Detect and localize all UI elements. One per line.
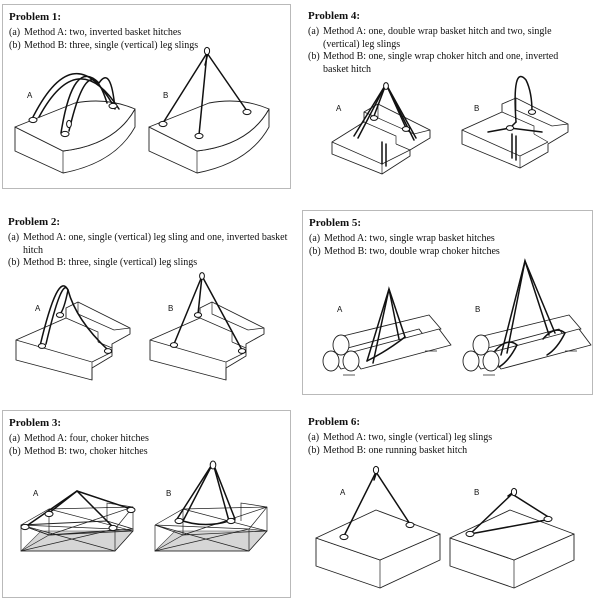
problem-title: Problem 4: xyxy=(308,10,361,22)
problem-title: Problem 5: xyxy=(309,217,362,229)
option-b: (b) Method B: one running basket hitch xyxy=(308,444,468,456)
method-b-label: B xyxy=(168,304,174,313)
problem-title: Problem 2: xyxy=(8,216,61,228)
option-b: (b) Method B: two, choker hitches xyxy=(9,445,148,457)
method-b-label: B xyxy=(474,104,480,113)
method-a-label: A xyxy=(27,91,33,100)
problem-2-panel xyxy=(2,210,291,395)
problem-3-panel xyxy=(2,410,291,598)
option-b: (b) Method B: three, single (vertical) leg slings xyxy=(8,257,198,268)
load-a xyxy=(16,302,130,380)
load-a xyxy=(316,510,440,588)
method-b-label: B xyxy=(475,305,481,314)
problem-6-panel xyxy=(302,410,593,598)
option-a: (a) Method A: two, single (vertical) leg slings xyxy=(308,432,493,443)
option-a: (a) Method A: one, single (vertical) leg sling and one, inverted basket hitch xyxy=(8,232,288,256)
method-a-label: A xyxy=(337,305,343,314)
load-b xyxy=(450,510,574,588)
rigging-illustration xyxy=(2,210,291,395)
method-a-label: A xyxy=(33,489,39,498)
problem-4-panel xyxy=(302,4,593,189)
rigging-illustration xyxy=(3,5,292,190)
option-b: (b) Method B: one, single wrap choker hitch and one, inverted basket hitch xyxy=(308,51,559,75)
problem-title: Problem 1: xyxy=(9,11,62,23)
option-a: (a) Method A: two, single wrap basket hitches xyxy=(309,233,495,244)
load-b xyxy=(150,302,264,380)
load-a xyxy=(15,101,135,173)
load-a xyxy=(332,104,430,174)
problem-5-panel xyxy=(302,210,593,395)
method-b-label: B xyxy=(474,488,480,497)
problem-title: Problem 6: xyxy=(308,416,361,428)
rigging-illustration xyxy=(303,211,594,396)
option-a: (a) Method A: four, choker hitches xyxy=(9,433,149,444)
option-b: (b) Method B: three, single (vertical) leg slings xyxy=(9,39,199,51)
option-b: (b) Method B: two, double wrap choker hitches xyxy=(309,245,500,257)
load-a xyxy=(323,315,451,375)
option-a: (a) Method A: two, inverted basket hitches xyxy=(9,27,182,38)
method-a-label: A xyxy=(336,104,342,113)
load-b xyxy=(155,503,267,551)
rigging-illustration xyxy=(302,410,593,598)
method-a-label: A xyxy=(35,304,41,313)
method-a-label: A xyxy=(340,488,346,497)
rigging-illustration xyxy=(302,4,593,189)
method-b-label: B xyxy=(163,91,169,100)
option-a: (a) Method A: one, double wrap basket hitch and two, single (vertical) leg slings xyxy=(308,26,552,50)
load-b xyxy=(463,315,591,375)
problem-title: Problem 3: xyxy=(9,417,62,429)
method-b-label: B xyxy=(166,489,172,498)
problem-1-panel xyxy=(2,4,291,189)
rigging-illustration xyxy=(3,411,292,599)
